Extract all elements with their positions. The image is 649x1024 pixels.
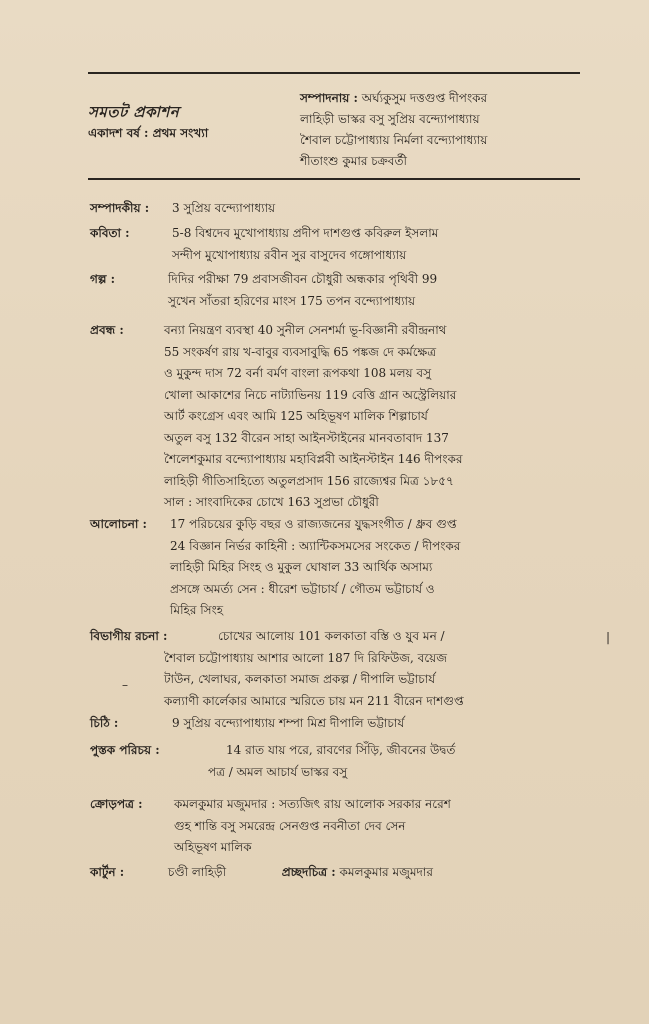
cover-credit-label: প্রচ্ছদচিত্র :: [281, 865, 336, 879]
publisher-block: [88, 102, 288, 142]
section-line: শৈলেশকুমার বন্দ্যোপাধ্যায় মহাবিপ্লবী আইনস্টাইন 146 দীপংকর: [164, 452, 463, 466]
section-line: বন্যা নিয়ন্ত্রণ ব্যবস্থা 40 সুনীল সেনশর্মা ভূ-বিজ্ঞানী রবীন্দ্রনাথ: [164, 323, 447, 337]
section-line: মিহির সিংহ: [170, 603, 224, 617]
section-label: পুস্তক পরিচয় :: [90, 743, 160, 757]
section-line: খোলা আকাশের নিচে নাট্যাভিনয় 119 বেত্তি গ্রান অস্ট্রেলিয়ার: [164, 387, 457, 402]
section-line: সুখেন সাঁতরা হরিণের মাংস 175 তপন বন্দ্যোপাধ্যায়: [168, 293, 416, 308]
section-line: লাহিড়ী গীতিসাহিত্যে অতুলপ্রসাদ 156 রাজ্যেশ্বর মিত্র ১৮৫৭: [164, 473, 454, 488]
section-line: চোখের আলোয় 101 কলকাতা বস্তি ও যুব মন /: [218, 629, 445, 643]
section-line: 14 রাত যায় পরে, রাবণের সিঁড়ি, জীবনের উদ্বর্ত: [226, 743, 456, 757]
section-book-review: [90, 740, 580, 783]
editor-line: শীতাংশু কুমার চক্রবর্তী: [300, 154, 407, 168]
editors-block: [300, 88, 582, 172]
editor-line: শৈবাল চট্টোপাধ্যায় নির্মলা বন্দ্যোপাধ্যায়: [300, 133, 488, 147]
editors-label: সম্পাদনায় :: [300, 91, 358, 105]
section-line: চণ্ডী লাহিড়ী: [168, 865, 227, 879]
margin-mark: –: [122, 678, 128, 692]
section-label: কার্টুন :: [90, 865, 125, 879]
section-supplement: [90, 794, 580, 859]
section-line: আর্ট কংগ্রেস এবং আমি 125 অহিভূষণ মালিক শিল্পাচার্য: [164, 409, 428, 423]
section-line: 5-8 বিশ্বদেব মুখোপাধ্যায় প্রদীপ দাশগুপ্ত কবিরুল ইসলাম: [172, 226, 439, 240]
section-line: লাহিড়ী মিহির সিংহ ও মুকুল ঘোষাল 33 আর্থিক অসাম্য: [170, 560, 433, 574]
section-line: 9 সুপ্রিয় বন্দ্যোপাধ্যায় শম্পা মিশ্র দীপালি ভট্টাচার্য: [172, 716, 405, 730]
section-poems: [90, 223, 580, 266]
section-label: চিঠি :: [90, 716, 119, 730]
section-line: প্রসঙ্গে অমর্ত্য সেন : ধীরেশ ভট্টাচার্য / গৌতম ভট্টাচার্য ও: [170, 581, 435, 596]
section-line: 3 সুপ্রিয় বন্দ্যোপাধ্যায়: [172, 201, 276, 215]
section-label: বিভাগীয় রচনা :: [90, 629, 168, 643]
section-line: শৈবাল চট্টোপাধ্যায় আশার আলো 187 দি রিফিউজ, বয়েজ: [164, 650, 447, 665]
section-line: 55 সংকর্ষণ রায় খ-বাবুর ব্যবসাবুদ্ধি 65 পঙ্কজ দে কর্মক্ষেত্র: [164, 344, 437, 359]
section-essays: [90, 320, 580, 514]
issue-info: একাদশ বর্ষ : প্রথম সংখ্যা: [88, 126, 209, 140]
top-rule: [88, 72, 580, 74]
section-label: প্রবন্ধ :: [90, 323, 124, 337]
publisher-name: সমতট প্রকাশন: [88, 103, 180, 121]
section-line: অহিভূষণ মালিক: [174, 840, 252, 854]
section-line: কমলকুমার মজুমদার : সত্যজিৎ রায় আলোক সরকার নরেশ: [174, 797, 451, 811]
section-label: ক্রোড়পত্র :: [90, 797, 143, 811]
section-line: 24 বিজ্ঞান নির্ভর কাহিনী : অ্যান্টিকসমসের সংকেত / দীপংকর: [170, 538, 461, 553]
margin-mark: |: [606, 630, 611, 644]
section-label: গল্প :: [90, 272, 116, 286]
section-editorial: [90, 198, 580, 220]
section-departmental: [90, 626, 580, 712]
section-discussions: [90, 514, 580, 622]
section-label: কবিতা :: [90, 226, 130, 240]
section-cartoon: [90, 862, 580, 884]
editor-line: লাহিড়ী ভাস্কর বসু সুপ্রিয় বন্দ্যোপাধ্যায়: [300, 112, 480, 126]
section-line: কল্যাণী কার্লেকার আমারে স্মরিতে চায় মন 211 বীরেন দাশগুপ্ত: [164, 693, 464, 708]
section-label: আলোচনা :: [90, 517, 147, 531]
section-line: পত্র / অমল আচার্য ভাস্কর বসু: [208, 764, 348, 779]
section-line: দিদির পরীক্ষা 79 প্রবাসজীবন চৌধুরী অন্ধকার পৃথিবী 99: [168, 272, 438, 286]
section-line: অতুল বসু 132 বীরেন সাহা আইনস্টাইনের মানবতাবাদ 137: [164, 430, 449, 445]
section-line: 17 পরিচয়ের কুড়ি বছর ও রাজ্যজনের যুদ্ধসংগীত / ধ্রুব গুপ্ত: [170, 517, 457, 531]
section-line: সন্দীপ মুখোপাধ্যায় রবীন সুর বাসুদেব গঙ্গোপাধ্যায়: [172, 247, 407, 262]
section-line: ও মুকুন্দ দাস 72 বর্না বর্মণ বাংলা রূপকথা 108 মলয় বসু: [164, 366, 432, 380]
section-line: সাল : সাংবাদিকের চোখে 163 সুপ্রভা চৌধুরী: [164, 495, 379, 509]
bottom-rule: [88, 178, 580, 180]
section-label: সম্পাদকীয় :: [90, 201, 150, 215]
editor-line: অর্ঘ্যকুসুম দত্তগুপ্ত দীপংকর: [361, 91, 488, 105]
section-stories: [90, 269, 580, 312]
section-line: টাউন, খেলাঘর, কলকাতা সমাজ প্রকল্প / দীপালি ভট্টাচার্য: [164, 672, 436, 686]
cover-credit-name: কমলকুমার মজুমদার: [339, 865, 433, 879]
section-line: গুহ শান্তি বসু সমরেন্দ্র সেনগুপ্ত নবনীতা দেব সেন: [174, 818, 406, 833]
section-letters: [90, 713, 580, 735]
